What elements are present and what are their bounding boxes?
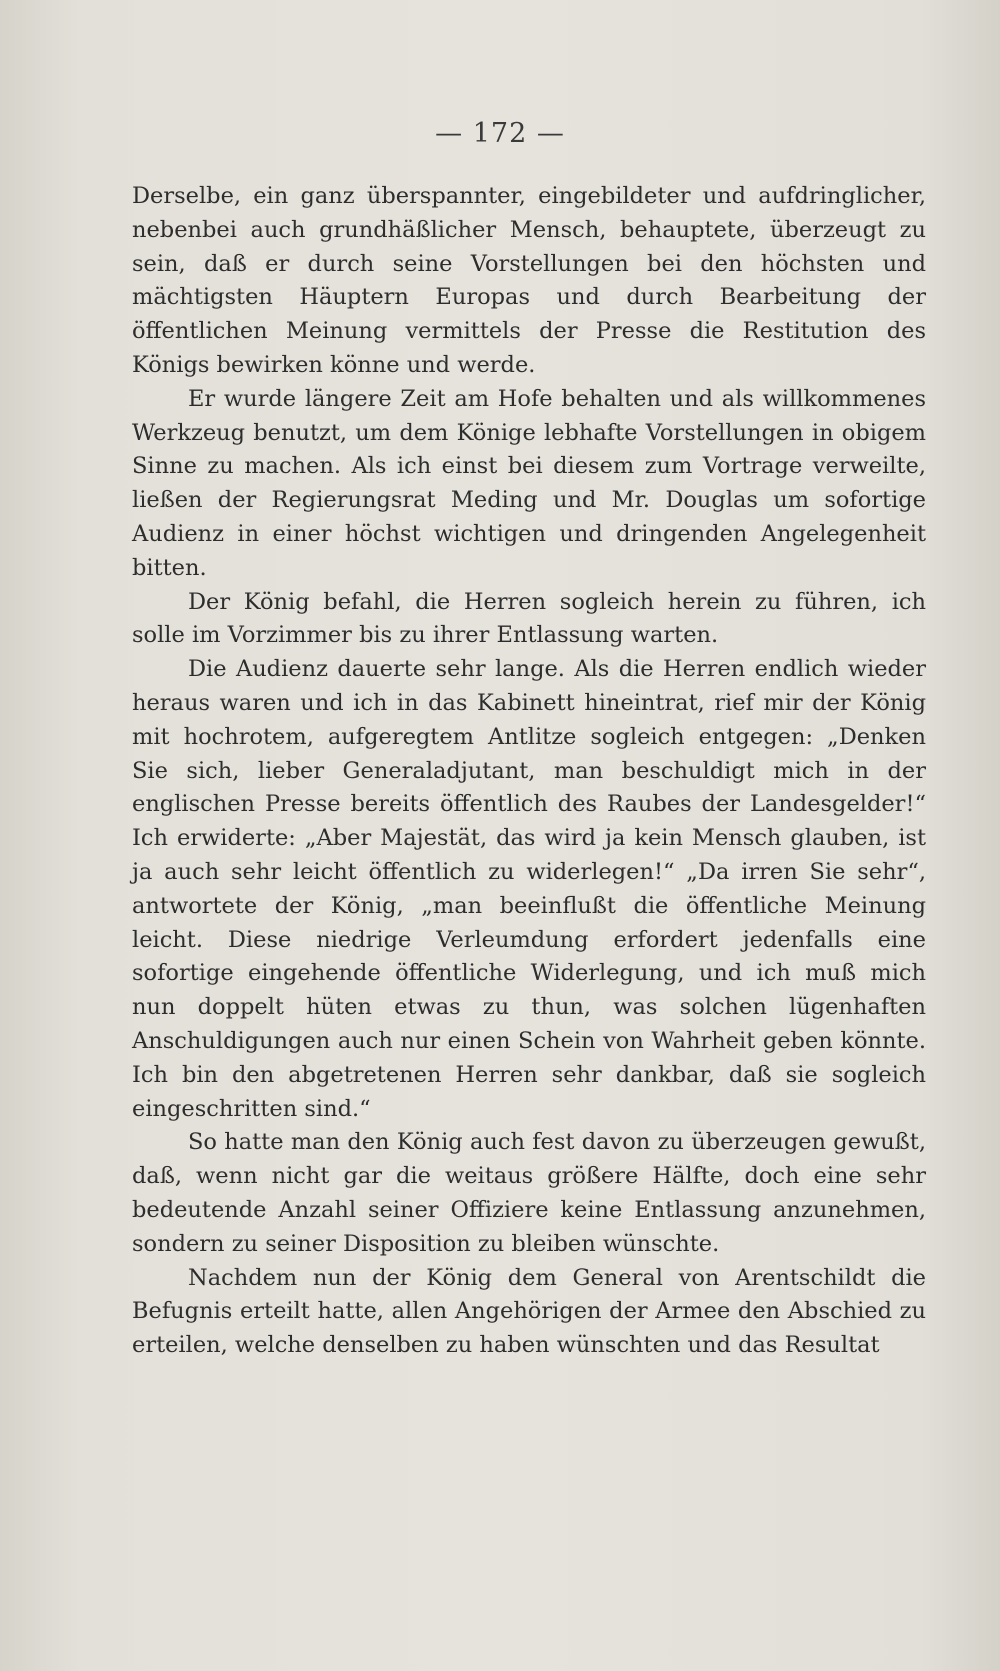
paragraph-6: Nachdem nun der König dem General von Arentschildt die Befugnis erteilt hatte, allen Angehörigen der Armee den Abschied zu erteilen, welche denselben zu haben wünschten und das Resultat [132, 1264, 926, 1359]
paragraph-2: Er wurde längere Zeit am Hofe behalten und als willkommenes Werkzeug benutzt, um dem Könige lebhafte Vorstellungen in obigem Sinne zu machen. Als ich einst bei diesem zum Vortrage verweilte, ließen der Regierungsrat Meding und Mr. Douglas um sofortige Audienz in einer höchst wichtigen und dringenden Angelegenheit bitten. [132, 385, 926, 581]
body-text [132, 180, 926, 1363]
paragraph-4: Die Audienz dauerte sehr lange. Als die Herren endlich wieder heraus waren und ich in das Kabinett hineintrat, rief mir der König mit hochrotem, aufgeregtem Antlitze sogleich entgegen: „Denken Sie sich, lieber Generaladjutant, man beschuldigt mich in der englischen Presse bereits öffentlich des Raubes der Landesgelder!“ Ich erwiderte: „Aber Majestät, das wird ja kein Mensch glauben, ist ja auch sehr leicht öffentlich zu widerlegen!“ „Da irren Sie sehr“, antwortete der König, „man beeinflußt die öffentliche Meinung leicht. Diese niedrige Verleumdung erfordert jedenfalls eine sofortige eingehende öffentliche Widerlegung, und ich muß mich nun doppelt hüten etwas zu thun, was solchen lügenhaften Anschuldigungen auch nur einen Schein von Wahrheit geben könnte. Ich bin den abgetretenen Herren sehr dankbar, daß sie sogleich eingeschritten sind.“ [132, 656, 926, 1122]
page-number: — 172 — [435, 118, 565, 149]
paragraph-1: Derselbe, ein ganz überspannter, eingebildeter und aufdringlicher, nebenbei auch grundhäßlicher Mensch, behauptete, überzeugt zu sein, daß er durch seine Vorstellungen bei den höchsten und mächtigsten Häuptern Europas und durch Bearbeitung der öffentlichen Meinung vermittels der Presse die Restitution des Königs bewirken könne und werde. [132, 183, 926, 378]
paragraph-5: So hatte man den König auch fest davon zu überzeugen gewußt, daß, wenn nicht gar die weitaus größere Hälfte, doch eine sehr bedeutende Anzahl seiner Offiziere keine Entlassung anzunehmen, sondern zu seiner Disposition zu bleiben wünschte. [132, 1129, 926, 1257]
paragraph-3: Der König befahl, die Herren sogleich herein zu führen, ich solle im Vorzimmer bis zu ihrer Entlassung warten. [132, 588, 926, 649]
